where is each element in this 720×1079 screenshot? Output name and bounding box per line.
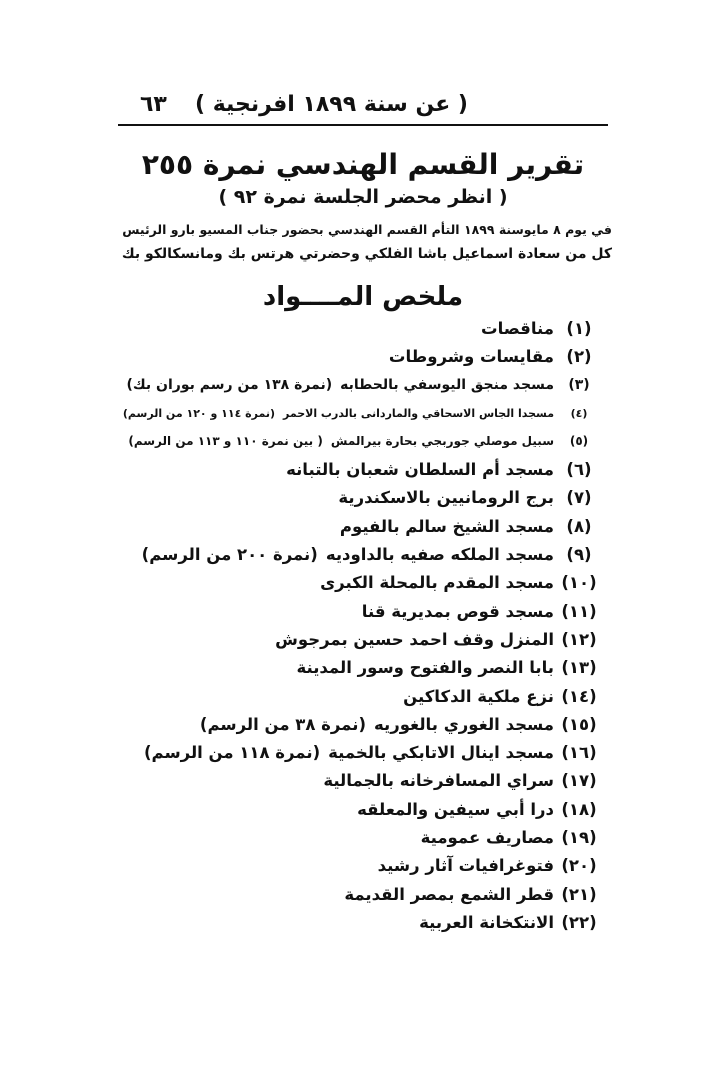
list-item [118, 427, 598, 455]
list-item [118, 597, 598, 625]
header-rule [118, 124, 608, 126]
report-title: تقرير القسم الهندسي نمرة ٢٥٥ [141, 148, 585, 181]
item-text: مسجد الغوري بالغوريه [374, 714, 554, 734]
item-number: (٨) [566, 516, 592, 536]
item-number: (٢) [566, 346, 592, 366]
item-number: (١٣) [561, 658, 597, 678]
summary-list [118, 314, 598, 937]
list-item [118, 908, 598, 936]
list-item [118, 767, 598, 795]
list-item [118, 455, 598, 483]
summary-heading: ملخص المــــواد [262, 282, 464, 312]
item-number: (١٧) [561, 771, 597, 791]
list-item [118, 880, 598, 908]
list-item [118, 795, 598, 823]
item-text: بابا النصر والفتوح وسور المدينة [296, 658, 554, 678]
item-text: مقايسات وشروطات [388, 346, 554, 366]
list-item [118, 625, 598, 653]
item-note: (نمرة ١١٤ و ١٢٠ من الرسم) [122, 406, 275, 420]
item-text: مسجد قوص بمديرية قنا [361, 601, 554, 621]
item-number: (٦) [566, 460, 592, 480]
item-number: (١١) [561, 601, 597, 621]
item-number: (١٥) [561, 714, 597, 734]
item-number: (٥) [569, 434, 589, 449]
item-number: (٤) [570, 406, 588, 420]
report-subtitle: ( انظر محضر الجلسة نمرة ٩٢ ) [218, 186, 508, 208]
list-item [118, 569, 598, 597]
item-text: سبيل موصلي جوربجي بحارة بيرالمش [330, 434, 554, 449]
item-number: (٧) [566, 488, 592, 508]
item-text: الانتكخانة العربية [419, 912, 554, 932]
list-item [118, 540, 598, 568]
item-text: درا أبي سيفين والمعلقه [357, 799, 554, 819]
item-number: (١٦) [561, 743, 597, 763]
list-item [118, 512, 598, 540]
list-item [118, 682, 598, 710]
item-number: (٢٢) [561, 912, 597, 932]
item-text: مسجد المقدم بالمحلة الكبرى [320, 573, 554, 593]
item-number: (٩) [566, 545, 592, 565]
item-note: (نمرة ١١٨ من الرسم) [143, 743, 321, 763]
intro-line: في يوم ٨ مايوسنة ١٨٩٩ التأم القسم الهندسي بحضور جناب المسيو بارو الرئيس [122, 222, 612, 237]
intro-paragraph [112, 218, 612, 266]
item-text: مسجد الشيخ سالم بالفيوم [339, 516, 554, 536]
item-text: مناقصات [481, 318, 554, 338]
list-item [118, 314, 598, 342]
item-text: قطر الشمع بمصر القديمة [344, 884, 554, 904]
item-text: نزع ملكية الدكاكين [403, 686, 554, 706]
item-text: سراي المسافرخانه بالجمالية [323, 771, 554, 791]
item-number: (١٩) [561, 827, 597, 847]
item-number: (١٨) [561, 799, 597, 819]
list-item [118, 371, 598, 399]
item-text: المنزل وقف احمد حسين بمرجوش [275, 629, 554, 649]
item-text: فتوغرافيات آثار رشيد [377, 856, 554, 876]
item-number: (١) [566, 318, 592, 338]
list-item [118, 654, 598, 682]
item-note: (نمرة ١٣٨ من رسم بوران بك) [126, 376, 333, 393]
item-note: ( بين نمرة ١١٠ و ١١٣ من الرسم) [128, 434, 323, 449]
running-title: ( عن سنة ١٨٩٩ افرنجية ) [195, 92, 468, 117]
item-number: (١٢) [561, 629, 597, 649]
list-item [118, 399, 598, 427]
item-number: (١٠) [561, 573, 597, 593]
intro-line: كل من سعادة اسماعيل باشا الفلكي وحضرتي هرتس بك ومانسكالكو بك [121, 246, 612, 262]
list-item [118, 342, 598, 370]
item-text: مسجد اينال الاتابكي بالخمية [328, 743, 554, 763]
item-note: (نمرة ٣٨ من الرسم) [199, 714, 366, 734]
item-text: مسجد أم السلطان شعبان بالتبانه [286, 460, 554, 480]
item-text: مسجدا الجاس الاسحاقي والماردانى بالدرب الاحمر [283, 406, 554, 420]
list-item [118, 484, 598, 512]
item-number: (٢٠) [561, 856, 597, 876]
running-header [118, 88, 608, 128]
list-item [118, 710, 598, 738]
item-number: (٢١) [561, 884, 597, 904]
item-note: (نمرة ٢٠٠ من الرسم) [141, 545, 318, 565]
list-item [118, 852, 598, 880]
item-text: مسجد منجق اليوسفي بالحطابه [340, 376, 554, 393]
item-text: برج الرومانيين بالاسكندرية [338, 488, 554, 508]
item-number: (٣) [568, 376, 590, 393]
item-text: مصاريف عمومية [420, 827, 554, 847]
page-number: ٦٣ [140, 92, 167, 117]
item-text: مسجد الملكه صفيه بالداوديه [325, 545, 554, 565]
item-number: (١٤) [561, 686, 597, 706]
list-item [118, 823, 598, 851]
list-item [118, 738, 598, 766]
